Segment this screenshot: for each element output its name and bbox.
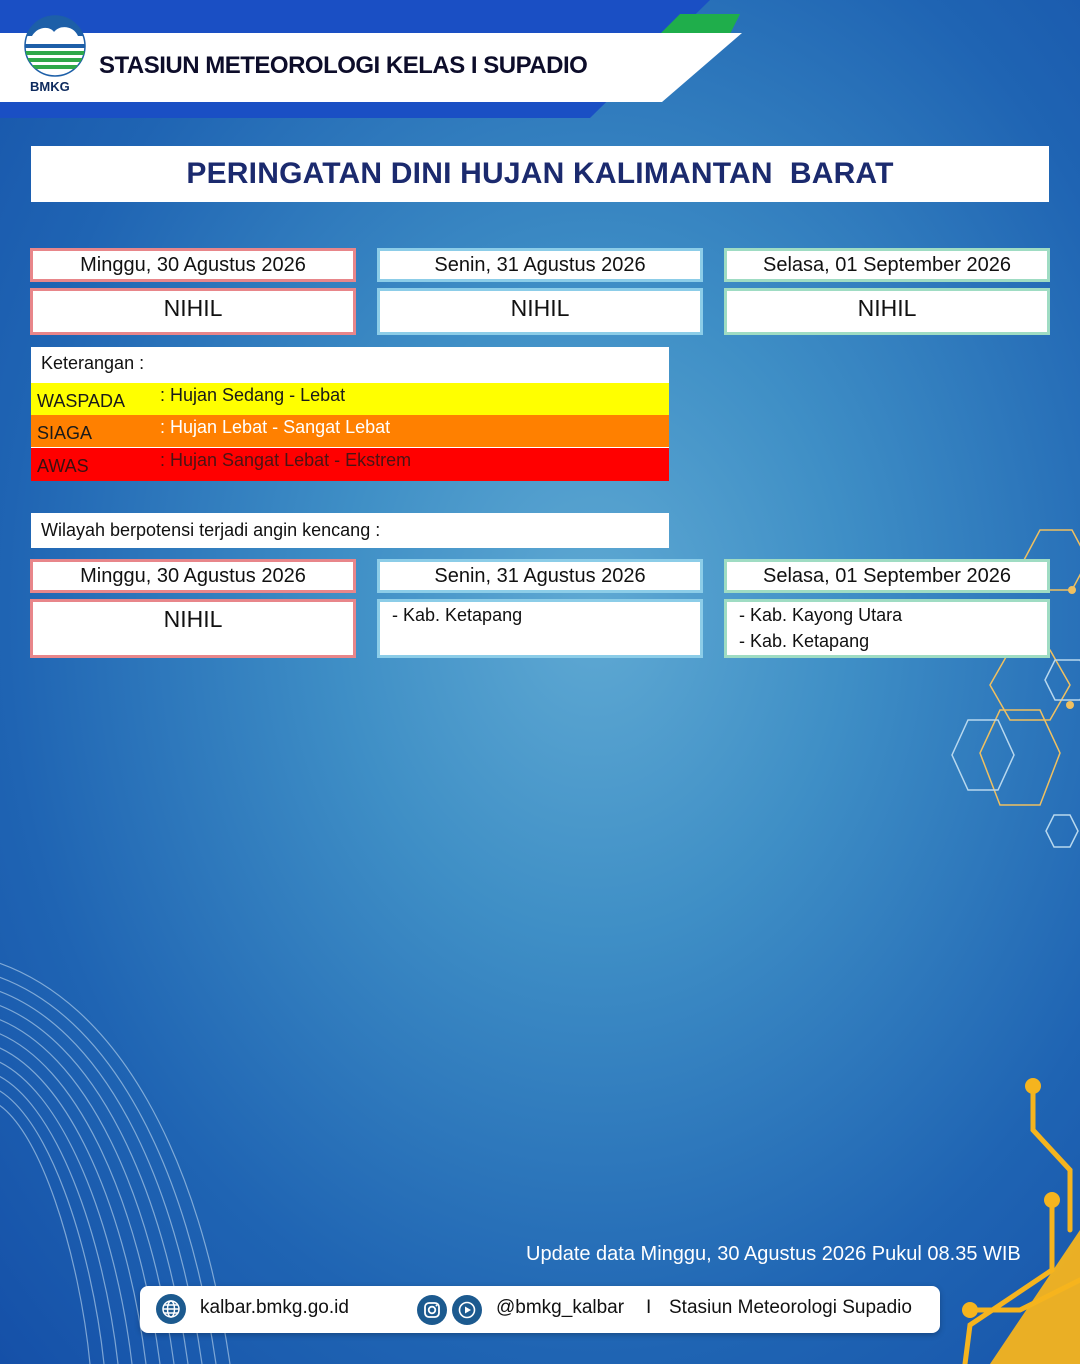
legend-title: Keterangan : (41, 353, 145, 373)
footer-social-handle[interactable]: @bmkg_kalbar (496, 1297, 625, 1318)
rain-date-1: Minggu, 30 Agustus 2026 (30, 248, 356, 282)
legend-box (31, 347, 669, 481)
legend-waspada-desc: : Hujan Sedang - Lebat (160, 385, 346, 405)
wind-list-item: - Kab. Kayong Utara (739, 605, 903, 625)
wind-list-2 (377, 599, 703, 658)
rain-date-3: Selasa, 01 September 2026 (724, 248, 1050, 282)
legend-waspada-name: WASPADA (37, 391, 126, 411)
legend-awas (31, 448, 669, 481)
globe-icon (156, 1294, 186, 1324)
legend-waspada (31, 383, 669, 415)
legend-siaga (31, 415, 669, 447)
station-name: STASIUN METEOROLOGI KELAS I SUPADIO (99, 52, 588, 79)
footer-station-name: Stasiun Meteorologi Supadio (669, 1297, 912, 1318)
legend-siaga-name: SIAGA (37, 423, 93, 443)
wind-list-item: - Kab. Ketapang (392, 605, 523, 625)
footer-website-link[interactable]: kalbar.bmkg.go.id (200, 1297, 349, 1318)
legend-awas-desc: : Hujan Sangat Lebat - Ekstrem (160, 450, 412, 470)
rain-date-2: Senin, 31 Agustus 2026 (377, 248, 703, 282)
wind-list-3 (724, 599, 1050, 658)
youtube-icon[interactable] (452, 1295, 482, 1325)
wind-date-1: Minggu, 30 Agustus 2026 (30, 559, 356, 593)
bmkg-logo-icon (22, 14, 88, 80)
rain-status-1: NIHIL (30, 288, 356, 335)
bmkg-logo (22, 14, 88, 98)
footer-bar (140, 1286, 940, 1333)
page-title: PERINGATAN DINI HUJAN KALIMANTAN BARAT (186, 157, 894, 190)
update-timestamp: Update data Minggu, 30 Agustus 2026 Pukul 08.35 WIB (526, 1243, 1021, 1265)
wind-list-item: - Kab. Ketapang (739, 631, 870, 651)
rain-status-3: NIHIL (724, 288, 1050, 335)
wind-status-1: NIHIL (30, 599, 356, 658)
logo-text: BMKG (30, 79, 70, 94)
wind-date-2: Senin, 31 Agustus 2026 (377, 559, 703, 593)
legend-awas-name: AWAS (37, 456, 89, 476)
wind-title: Wilayah berpotensi terjadi angin kencang : (41, 520, 381, 540)
wind-date-3: Selasa, 01 September 2026 (724, 559, 1050, 593)
rain-status-2: NIHIL (377, 288, 703, 335)
legend-siaga-desc: : Hujan Lebat - Sangat Lebat (160, 417, 391, 437)
page-title-box (31, 146, 1049, 202)
wind-title-box (31, 513, 669, 548)
instagram-icon[interactable] (417, 1295, 447, 1325)
footer-separator: I (646, 1297, 652, 1318)
